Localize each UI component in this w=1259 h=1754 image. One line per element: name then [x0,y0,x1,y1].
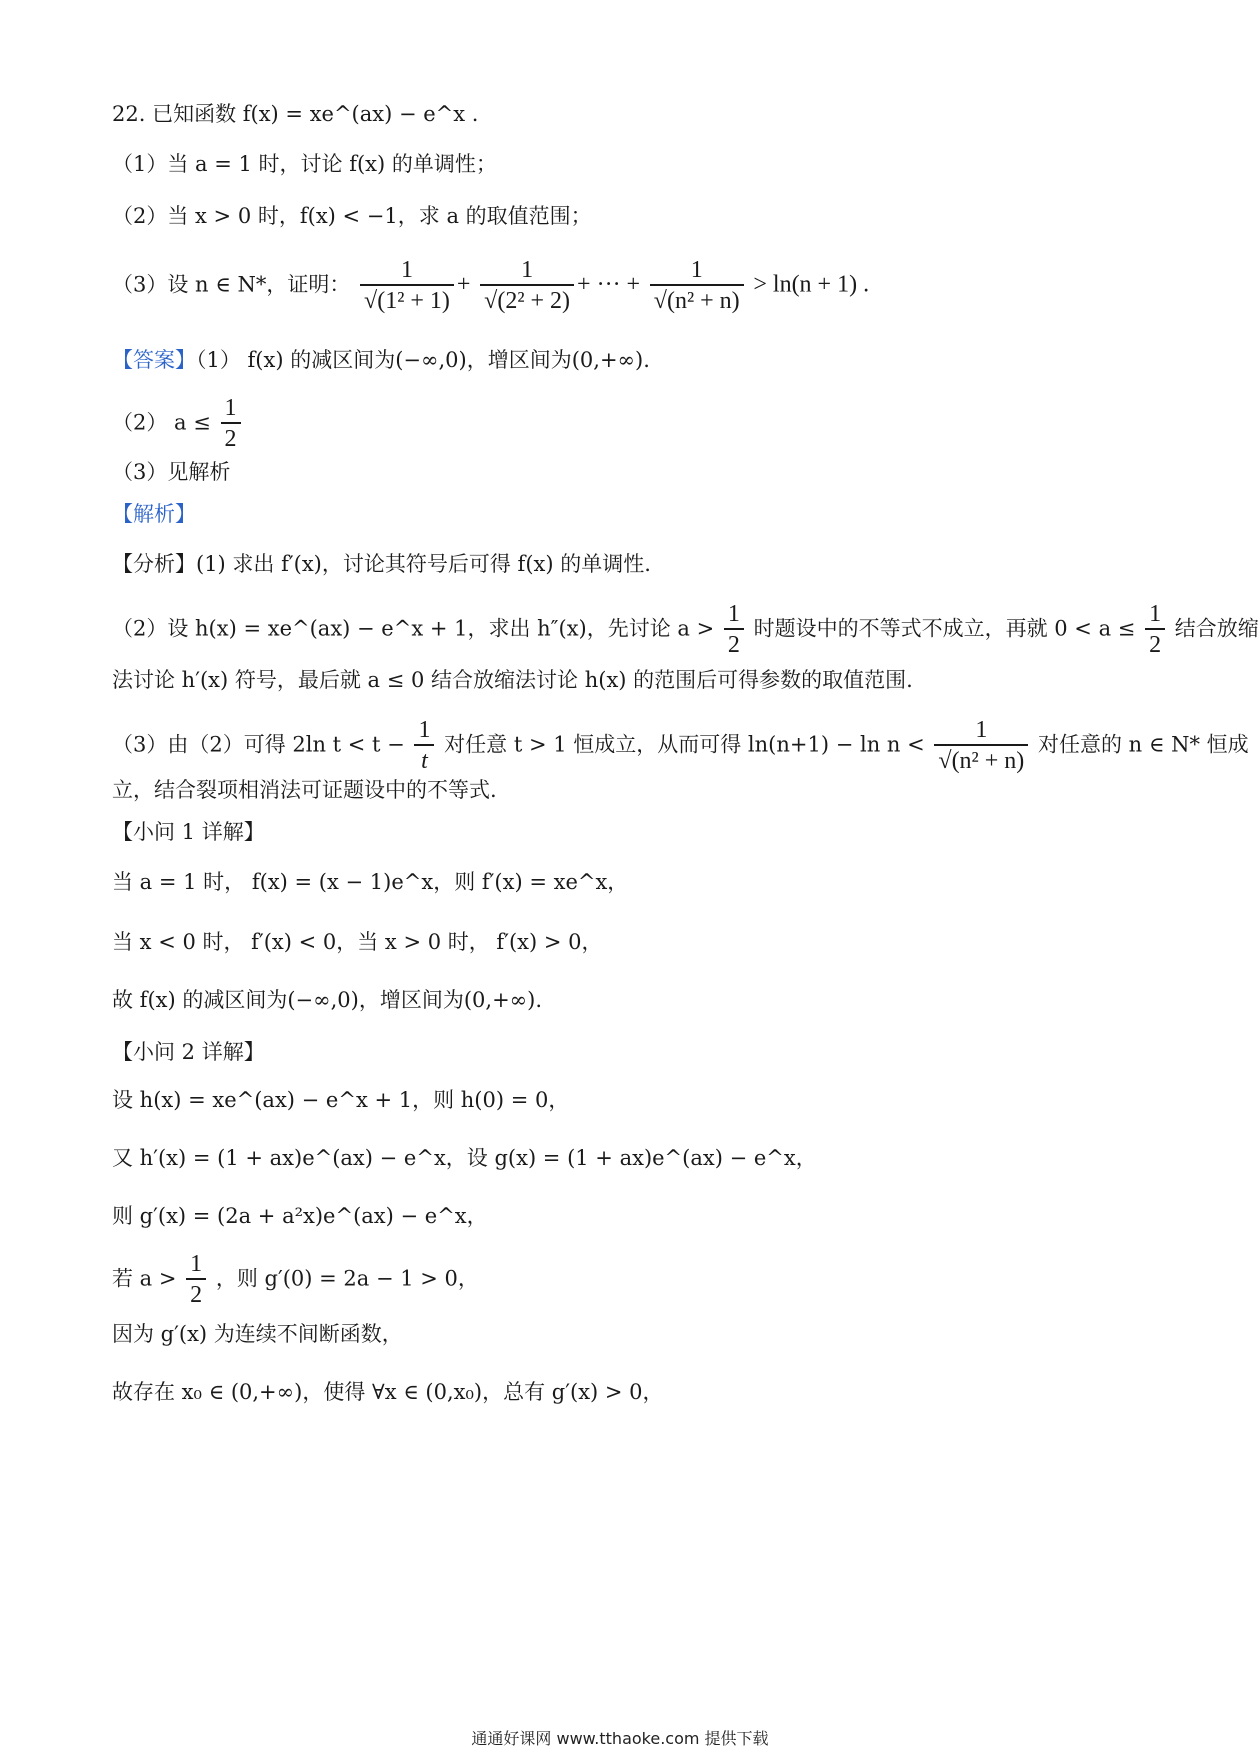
analysis-p3-frac2-num: 1 [934,716,1028,746]
footer-watermark: 通通好课网 www.tthaoke.com 提供下载 [471,1729,769,1748]
answer-line-1 [112,344,650,376]
question-3-suffix: > ln(n + 1) . [753,271,870,298]
analysis-p3-c: 对任意的 n ∈ N* 恒成 [1037,732,1249,757]
detail-2-line-3: 则 g′(x) = (2a + a²x)e^(ax) − e^x， [112,1204,488,1228]
detail-2-line-4-b: ，则 g′(0) = 2a − 1 > 0， [215,1266,479,1291]
question-3-prefix: （3）设 n ∈ N*，证明： [112,272,351,297]
analysis-p3-frac2-den: √(n² + n) [938,748,1025,774]
detail-1-line-3: 故 f(x) 的减区间为(−∞,0)，增区间为(0,+∞). [112,988,543,1012]
question-3: （3）设 n ∈ N*，证明： $\frac{1}{\text{√(1² + 1)}}$ + $\frac{1}{\text{√(2² + 2)}}$ + ··· + $\frac{1}{\text{√(n² + n)}}$ > ln(n + 1) . [112,257,870,314]
analysis-p3-line2: 立，结合裂项相消法可证题设中的不等式. [112,778,497,802]
analysis-p2-frac-2 [1145,600,1165,660]
answer-2-prefix: （2） a ≤ [112,410,211,435]
analysis-p2-frac2-num: 1 [1145,600,1165,630]
detail-2-fraction [186,1250,206,1310]
answer-2-fraction [221,394,241,454]
analysis-p2-line2: 法讨论 h′(x) 符号，最后就 a ≤ 0 结合放缩法讨论 h(x) 的范围后可得参数的取值范围. [112,668,913,692]
detail-2-line-4-a: 若 a > [112,1266,177,1291]
q3-frac1-den: √(1² + 1) [364,288,450,314]
analysis-p2-frac1-num: 1 [724,600,744,630]
answer-tag: 【答案】 [112,348,196,372]
q3-fraction-1 [360,256,454,316]
analysis-tag: 【解析】 [112,502,196,526]
analysis-p3-frac1-den: t [421,748,428,774]
q3-fraction-n [650,256,744,316]
analysis-p3-b: 对任意 t > 1 恒成立，从而可得 ln(n+1) − ln n < [444,732,925,757]
detail-2-line-4 [112,1250,479,1310]
q3-frac2-num: 1 [480,256,574,286]
answer-line-2 [112,394,244,454]
answer-2-num: 1 [221,394,241,424]
analysis-p2-frac-1 [724,600,744,660]
answer-1: （1） f(x) 的减区间为(−∞,0)，增区间为(0,+∞). [196,348,650,372]
analysis-p1: 【分析】(1) 求出 f′(x)，讨论其符号后可得 f(x) 的单调性. [112,552,651,576]
answer-3: （3）见解析 [112,460,231,484]
detail-1-line-2: 当 x < 0 时， f′(x) < 0，当 x > 0 时， f′(x) > 0， [112,930,603,954]
detail-2-line-2: 又 h′(x) = (1 + ax)e^(ax) − e^x，设 g(x) = (1 + ax)e^(ax) − e^x， [112,1146,817,1170]
answer-2-den: 2 [224,426,237,452]
analysis-p2 [112,600,1259,660]
detail-2-line-5: 因为 g′(x) 为连续不间断函数， [112,1322,403,1346]
problem-stem: 22. 已知函数 f(x) = xe^(ax) − e^x . [112,102,479,126]
detail-2-line-1: 设 h(x) = xe^(ax) − e^x + 1，则 h(0) = 0， [112,1088,570,1112]
detail-2-frac-num: 1 [186,1250,206,1280]
question-1: （1）当 a = 1 时，讨论 f(x) 的单调性； [112,152,497,176]
detail-2-frac-den: 2 [190,1282,203,1308]
detail-2-line-6: 故存在 x₀ ∈ (0,+∞)，使得 ∀x ∈ (0,x₀)，总有 g′(x) > 0， [112,1380,664,1404]
analysis-p3-frac-1 [414,716,434,776]
analysis-p2-c: 结合放缩 [1174,616,1259,641]
q3-frac1-num: 1 [360,256,454,286]
analysis-p3-frac1-num: 1 [414,716,434,746]
analysis-p3-frac-2 [934,716,1028,776]
analysis-p3-a: （3）由（2）可得 2ln t < t − [112,732,405,757]
analysis-p2-a: （2）设 h(x) = xe^(ax) − e^x + 1，求出 h″(x)，先讨论 a > [112,616,715,641]
q3-frac2-den: √(2² + 2) [484,288,571,314]
detail-1-line-1: 当 a = 1 时， f(x) = (x − 1)e^x，则 f′(x) = xe^x， [112,870,629,894]
analysis-p3 [112,716,1249,776]
question-2: （2）当 x > 0 时，f(x) < −1，求 a 的取值范围； [112,204,592,228]
detail-1-title: 【小问 1 详解】 [112,820,265,844]
q3-fraction-2 [480,256,574,316]
analysis-p2-frac1-den: 2 [727,632,740,658]
q3-fracn-den: √(n² + n) [653,288,740,314]
q3-fracn-num: 1 [650,256,744,286]
analysis-p2-b: 时题设中的不等式不成立，再就 0 < a ≤ [753,616,1136,641]
analysis-p2-frac2-den: 2 [1149,632,1162,658]
detail-2-title: 【小问 2 详解】 [112,1040,265,1064]
